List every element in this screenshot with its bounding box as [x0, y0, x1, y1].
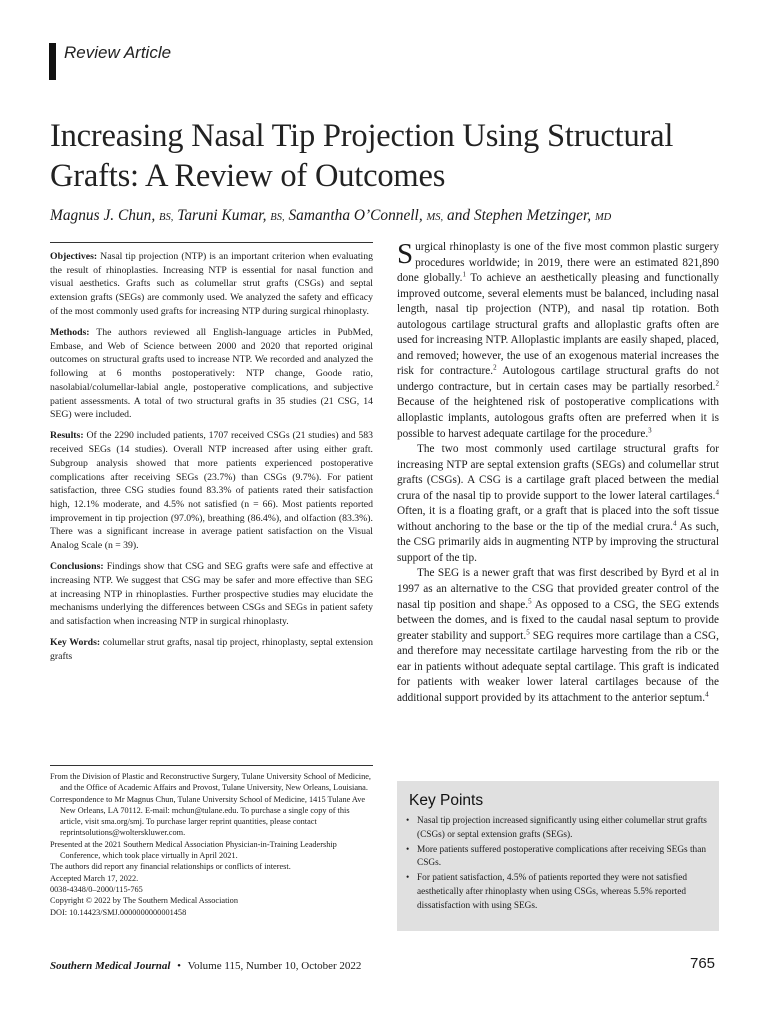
body-paragraph: [397, 566, 719, 706]
keywords-label: Key Words:: [50, 637, 101, 649]
body-paragraph: [397, 240, 719, 442]
author-name: Samantha O’Connell,: [288, 207, 423, 224]
affiliation-line: From the Division of Plastic and Reconstructive Surgery, Tulane University School of Medicine, and the Office of Academic Affairs and Provost, Tulane University, New Orleans, Louisiana.: [50, 772, 372, 793]
objectives-label: Objectives:: [50, 251, 98, 262]
body-text-run: Autologous cartilage structural grafts do not undergo contracture, but in certain cases may be partially resorbed.: [397, 365, 719, 393]
author-list: [50, 207, 611, 225]
journal-issue: Volume 115, Number 10, October 2022: [187, 960, 362, 972]
disclosure-line: The authors did report any financial relationships or conflicts of interest.: [50, 862, 291, 872]
key-point-item: • Nasal tip projection increased significantly using either columellar strut grafts (CSGs) or septal extension grafts (SEGs).: [405, 815, 707, 843]
key-points-list: [405, 815, 707, 915]
drop-cap: S: [397, 238, 414, 270]
key-points-title: Key Points: [409, 792, 484, 809]
key-point-item: • More patients suffered postoperative complications after receiving SEGs than CSGs.: [405, 844, 707, 872]
page-number: 765: [690, 955, 716, 972]
journal-footer: [50, 960, 361, 972]
citation-ref[interactable]: 3: [648, 425, 652, 434]
conclusions-text: Findings show that CSG and SEG grafts were safe and effective at increasing NTP. We suggest that CSG may be safer and more effective than SEG at increasing NTP in rhinoplasties. Further prospective studies may elucidate the mechanisms underlying the differences between CSGs and SEGs in patient safety and satisfaction when increasing NTP in surgical rhinoplasty.: [50, 561, 373, 628]
keywords-text: columellar strut grafts, nasal tip project, rhinoplasty, septal extension grafts: [50, 637, 374, 662]
body-text-run: The two most commonly used cartilage structural grafts for increasing NTP are septal extension grafts (SEGs) and columellar strut grafts (CSGs). A CSG is a cartilage graft placed between the medial crura of the nasal tip to provide support to the lower lateral cartilages.: [397, 443, 719, 502]
abstract-objectives: [50, 250, 373, 319]
author-name: Magnus J. Chun,: [50, 207, 156, 224]
presentation-line: Presented at the 2021 Southern Medical Association Physician-in-Training Leadership Conference, which took place virtually in April 2021.: [50, 839, 337, 861]
methods-label: Methods:: [50, 327, 90, 339]
citation-ref[interactable]: 4: [705, 690, 709, 699]
author-name: and Stephen Metzinger,: [447, 207, 592, 224]
citation-ref[interactable]: 5: [526, 627, 530, 636]
abstract-keywords: [50, 636, 373, 663]
footer-separator: •: [177, 960, 182, 972]
body-text-run: As such, the CSG primarily aids in augmenting NTP by improving the structural support of the tip.: [397, 520, 719, 564]
body-text-run: urgical rhinoplasty is one of the five most common plastic surgery procedures worldwide; in 2019, there were an estimated 821,890 done globally.: [397, 241, 719, 285]
abstract-results: [50, 429, 373, 552]
key-point-item: • For patient satisfaction, 4.5% of patients reported they were not satisfied aesthetically after rhinoplasty when using CSGs, whereas 5.5% reported dissatisfaction with using SEGs.: [405, 872, 707, 913]
abstract-conclusions: [50, 560, 373, 629]
correspondence-line: Correspondence to Mr Magnus Chun, Tulane University School of Medicine, 1415 Tulane Ave New Orleans, LA 70112. E-mail: mchun@tulane.edu. To purchase a single copy of this article, visit sma.org/smj. To purchase larger reprint quantities, please contact reprintsolutions@wolterskluwer.com.: [50, 794, 366, 838]
issn-line: 0038-4348/0–2000/115-765: [50, 884, 143, 894]
body-text: [397, 240, 719, 706]
affiliations-rule: [50, 765, 373, 766]
body-text-run: To achieve an aesthetically pleasing and functionally improved outcome, several elements must be balanced, including nasal length, nasal tip projection (NTP), and nasal tip rotation. Both autologous cartilage structural grafts and alloplastic grafts often are used for increasing NTP. Alloplastic implants are easily shaped, placed, and removed; however, the use of an exogenous material increases the risk for contracture.: [397, 272, 719, 378]
key-points-box: [397, 781, 719, 931]
abstract-methods: [50, 326, 373, 422]
copyright-line: Copyright © 2022 by The Southern Medical Association: [50, 896, 238, 906]
body-text-run: Because of the heightened risk of postoperative complications with alloplastic implants, autologous grafts often are preferred when it is possible to harvest adequate cartilage for the procedure.: [397, 396, 719, 440]
accepted-line: Accepted March 17, 2022.: [50, 873, 139, 883]
author-degree: MS,: [426, 212, 444, 223]
body-text-run: Often, it is a floating graft, or a graft that is placed into the soft tissue without anchoring to the base or the tip of the medial crura.: [397, 505, 719, 533]
author-degree: MD: [594, 212, 612, 223]
article-title: Increasing Nasal Tip Projection Using Structural Grafts: A Review of Outcomes: [50, 118, 674, 194]
methods-text: The authors reviewed all English-language articles in PubMed, Embase, and Web of Science between 2000 and 2020 that reported original outcomes on structural grafts used to increase NTP. We recorded and analyzed the following at 6 months postoperatively: NTP change, Goode ratio, nasolabial/columellar-labial angle, postoperative complications, and subjective patient assessments. A total of two structural grafts in 35 studies (21 CSG, 14 SEG) were included.: [50, 327, 373, 421]
body-text-run: The SEG is a newer graft that was first described by Byrd et al in 1997 as an alternative to the CSG that provided greater control of the nasal tip position and shape.: [397, 567, 719, 611]
author-degree: BS,: [159, 212, 174, 223]
results-label: Results:: [50, 430, 84, 442]
citation-ref[interactable]: 4: [673, 519, 677, 528]
results-text: Of the 2290 included patients, 1707 received CSGs (21 studies) and 583 received SEGs (14 studies). Overall NTP increased after using either graft. Subgroup analysis showed that more patients experienced postoperative complications after receiving SEGs (23.7%) than CSGs (9.7%). For patient satisfaction, three CSG studies found 83.3% of patients rated their satisfaction high, 12.1% moderate, and 4.5% not satisfied (n = 66). Most patients reported improvement in tip projection (97.0%), breathing (86.4%), and olfaction (83.3%). There was a significant increase in average patient satisfaction on the Visual Analog Scale (n = 39).: [50, 430, 374, 552]
article-type-label: Review Article: [64, 43, 172, 62]
affiliations: [50, 771, 373, 918]
citation-ref[interactable]: 5: [528, 596, 532, 605]
body-paragraph: [397, 442, 719, 566]
body-text-run: SEG requires more cartilage than a CSG, and therefore may necessitate cartilage harvesting from the rib or the ear in patients without adequate septal cartilage. This graft is indicated for patients with weaker lower lateral cartilages because of the additional support provided by its attachment to the anterior septum.: [397, 629, 719, 704]
objectives-text: Nasal tip projection (NTP) is an important criterion when evaluating the result of rhinoplasties. Increasing NTP is essential for nasal function and visual aesthetics. Grafts such as columellar strut grafts (CSGs) and septal extension grafts (SEGs) are commonly used. We analyzed the safety and efficacy of the most commonly used grafts for increasing NTP during surgical rhinoplasty.: [50, 251, 373, 317]
citation-ref[interactable]: 4: [715, 488, 719, 496]
body-text-run: As opposed to a CSG, the SEG extends between the domes, and is fixed to the caudal nasal septum to provide greater stability and support.: [397, 598, 720, 642]
author-degree: BS,: [270, 212, 285, 223]
citation-ref[interactable]: 1: [462, 270, 466, 279]
abstract-top-rule: [50, 242, 373, 243]
author-name: Taruni Kumar,: [177, 207, 267, 224]
section-marker-bar: [49, 43, 56, 80]
doi-line: DOI: 10.14423/SMJ.0000000000001458: [50, 907, 187, 917]
conclusions-label: Conclusions:: [50, 561, 104, 573]
citation-ref[interactable]: 2: [493, 363, 497, 372]
citation-ref[interactable]: 2: [715, 379, 719, 388]
journal-name: Southern Medical Journal: [50, 960, 171, 972]
abstract: [50, 250, 373, 671]
